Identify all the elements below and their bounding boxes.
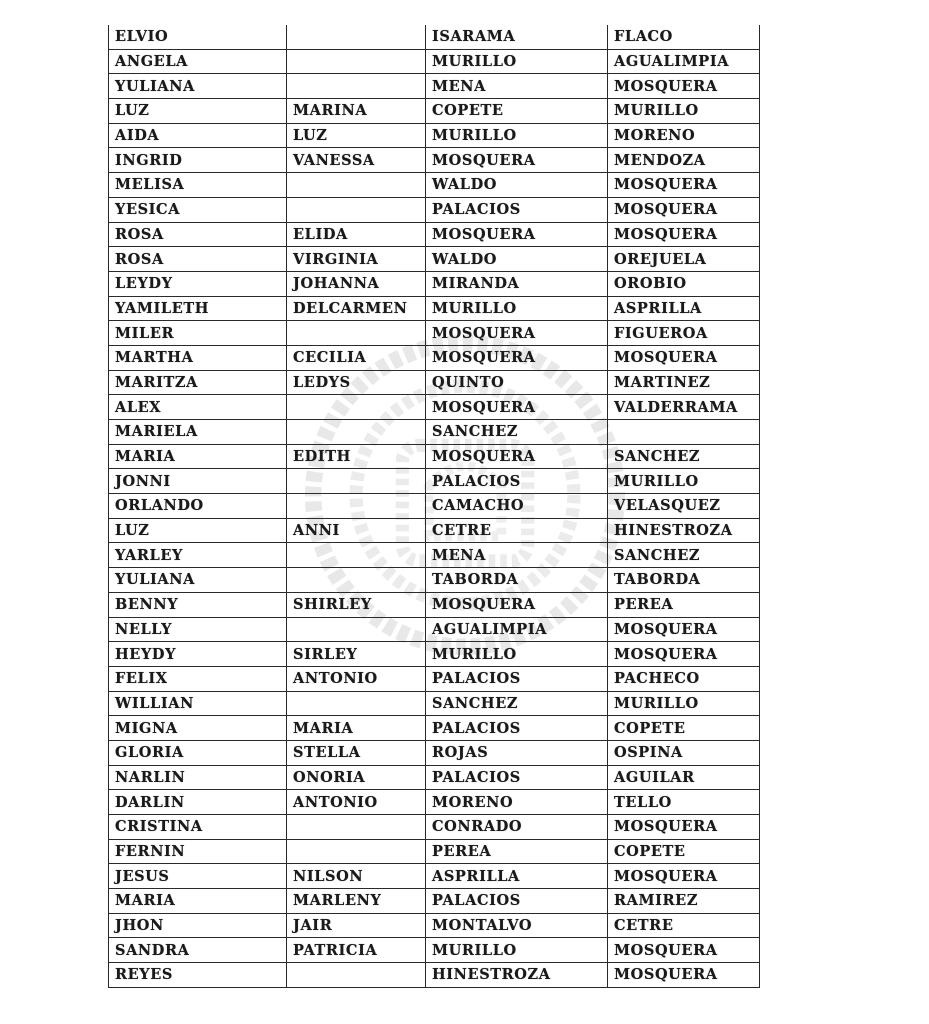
cell-first-surname: QUINTO [426,370,608,395]
cell-first-surname: MURILLO [426,49,608,74]
cell-first-name: YARLEY [109,543,287,568]
table-row [109,296,760,321]
cell-first-surname: MOSQUERA [426,444,608,469]
table-row [109,271,760,296]
cell-second-surname: MOSQUERA [608,963,760,988]
table-row [109,99,760,124]
table-row [109,247,760,272]
cell-first-name: YULIANA [109,74,287,99]
cell-second-surname: MURILLO [608,691,760,716]
cell-first-name: LUZ [109,518,287,543]
cell-second-name: ANTONIO [287,790,426,815]
cell-first-surname: COPETE [426,99,608,124]
cell-first-name: NARLIN [109,765,287,790]
cell-second-surname: MORENO [608,123,760,148]
cell-first-surname: MIRANDA [426,271,608,296]
cell-first-name: DARLIN [109,790,287,815]
cell-second-surname: OROBIO [608,271,760,296]
cell-first-surname: MOSQUERA [426,345,608,370]
cell-first-surname: PEREA [426,839,608,864]
cell-second-name: LEDYS [287,370,426,395]
cell-first-name: BENNY [109,592,287,617]
cell-second-surname: MOSQUERA [608,617,760,642]
names-table-body [109,25,760,987]
cell-second-surname: OREJUELA [608,247,760,272]
cell-second-surname: VALDERRAMA [608,395,760,420]
cell-first-surname: ROJAS [426,740,608,765]
cell-second-name: ELIDA [287,222,426,247]
cell-first-surname: PALACIOS [426,197,608,222]
cell-second-name: MARLENY [287,889,426,914]
cell-second-surname: MURILLO [608,99,760,124]
table-row [109,691,760,716]
cell-second-name: VANESSA [287,148,426,173]
cell-first-name: JHON [109,913,287,938]
cell-first-name: LEYDY [109,271,287,296]
cell-second-surname: AGUALIMPIA [608,49,760,74]
cell-second-name [287,469,426,494]
cell-second-name [287,568,426,593]
cell-second-name: JAIR [287,913,426,938]
cell-second-name: JOHANNA [287,271,426,296]
table-row [109,568,760,593]
cell-first-surname: MOSQUERA [426,592,608,617]
cell-first-name: MELISA [109,173,287,198]
cell-second-name [287,197,426,222]
cell-second-name [287,963,426,988]
cell-first-surname: TABORDA [426,568,608,593]
table-row [109,543,760,568]
cell-first-name: FERNIN [109,839,287,864]
table-row [109,173,760,198]
cell-second-name: SIRLEY [287,642,426,667]
cell-first-surname: SANCHEZ [426,420,608,445]
table-row [109,790,760,815]
cell-first-surname: MOSQUERA [426,222,608,247]
cell-first-name: HEYDY [109,642,287,667]
table-row [109,197,760,222]
cell-second-surname: MARTINEZ [608,370,760,395]
table-row [109,765,760,790]
cell-second-name [287,173,426,198]
cell-first-name: NELLY [109,617,287,642]
cell-first-name: ANGELA [109,49,287,74]
table-row [109,642,760,667]
cell-first-surname: CONRADO [426,815,608,840]
cell-second-name: PATRICIA [287,938,426,963]
cell-second-surname: SANCHEZ [608,543,760,568]
table-row [109,395,760,420]
cell-first-name: MIGNA [109,716,287,741]
cell-second-surname: MOSQUERA [608,345,760,370]
cell-second-name [287,74,426,99]
cell-first-surname: PALACIOS [426,889,608,914]
cell-first-name: MARIA [109,444,287,469]
cell-first-name: ALEX [109,395,287,420]
cell-first-name: ROSA [109,247,287,272]
cell-second-name [287,617,426,642]
cell-first-name: MILER [109,321,287,346]
cell-second-name: VIRGINIA [287,247,426,272]
cell-second-name: EDITH [287,444,426,469]
cell-second-name: ANNI [287,518,426,543]
cell-first-name: YESICA [109,197,287,222]
cell-second-name: ONORIA [287,765,426,790]
cell-first-surname: MENA [426,74,608,99]
cell-first-surname: MURILLO [426,296,608,321]
cell-second-name [287,494,426,519]
cell-first-name: WILLIAN [109,691,287,716]
cell-second-name: CECILIA [287,345,426,370]
table-row [109,494,760,519]
cell-first-surname: CETRE [426,518,608,543]
table-row [109,345,760,370]
table-row [109,321,760,346]
cell-first-surname: MOSQUERA [426,395,608,420]
cell-second-name [287,839,426,864]
cell-second-surname: TABORDA [608,568,760,593]
cell-second-name: MARINA [287,99,426,124]
cell-second-surname: MOSQUERA [608,938,760,963]
cell-first-surname: CAMACHO [426,494,608,519]
cell-second-name [287,395,426,420]
cell-first-name: INGRID [109,148,287,173]
table-row [109,222,760,247]
cell-second-name: DELCARMEN [287,296,426,321]
table-row [109,815,760,840]
cell-first-surname: PALACIOS [426,469,608,494]
cell-second-surname: AGUILAR [608,765,760,790]
table-row [109,617,760,642]
cell-first-name: JESUS [109,864,287,889]
cell-first-surname: PALACIOS [426,666,608,691]
cell-second-surname: MOSQUERA [608,642,760,667]
cell-second-surname: PACHECO [608,666,760,691]
table-row [109,370,760,395]
cell-first-surname: MORENO [426,790,608,815]
table-row [109,123,760,148]
cell-second-surname: CETRE [608,913,760,938]
cell-first-name: REYES [109,963,287,988]
table-row [109,592,760,617]
table-row [109,25,760,49]
cell-first-name: MARTHA [109,345,287,370]
cell-first-surname: MURILLO [426,123,608,148]
cell-first-surname: MOSQUERA [426,148,608,173]
table-row [109,963,760,988]
table-row [109,74,760,99]
cell-second-surname: MOSQUERA [608,74,760,99]
cell-first-name: FELIX [109,666,287,691]
cell-first-surname: PALACIOS [426,716,608,741]
cell-second-surname: MOSQUERA [608,197,760,222]
table-row [109,420,760,445]
cell-second-surname: HINESTROZA [608,518,760,543]
cell-second-surname: TELLO [608,790,760,815]
cell-first-surname: PALACIOS [426,765,608,790]
cell-first-name: YULIANA [109,568,287,593]
cell-first-surname: HINESTROZA [426,963,608,988]
cell-first-name: YAMILETH [109,296,287,321]
cell-second-name [287,815,426,840]
cell-first-name: ROSA [109,222,287,247]
cell-first-name: MARIELA [109,420,287,445]
cell-second-name: STELLA [287,740,426,765]
names-table [108,25,760,988]
table-row [109,913,760,938]
cell-first-surname: MONTALVO [426,913,608,938]
cell-first-surname: AGUALIMPIA [426,617,608,642]
cell-first-name: JONNI [109,469,287,494]
cell-second-surname: MOSQUERA [608,815,760,840]
cell-second-surname: COPETE [608,716,760,741]
cell-second-name: MARIA [287,716,426,741]
cell-second-surname: COPETE [608,839,760,864]
cell-first-surname: WALDO [426,247,608,272]
cell-second-surname: RAMIREZ [608,889,760,914]
cell-second-surname: SANCHEZ [608,444,760,469]
table-row [109,839,760,864]
table-row [109,864,760,889]
cell-first-surname: MURILLO [426,642,608,667]
table-row [109,938,760,963]
table-row [109,444,760,469]
table-row [109,469,760,494]
cell-first-name: MARIA [109,889,287,914]
cell-first-name: LUZ [109,99,287,124]
cell-second-surname: MURILLO [608,469,760,494]
cell-second-surname: FIGUEROA [608,321,760,346]
cell-second-surname: VELASQUEZ [608,494,760,519]
cell-first-name: CRISTINA [109,815,287,840]
cell-second-surname: MOSQUERA [608,173,760,198]
cell-first-name: AIDA [109,123,287,148]
table-row [109,518,760,543]
cell-second-name: ANTONIO [287,666,426,691]
cell-second-surname: MENDOZA [608,148,760,173]
cell-second-surname: FLACO [608,25,760,49]
cell-first-name: SANDRA [109,938,287,963]
cell-first-name: ORLANDO [109,494,287,519]
cell-second-surname: OSPINA [608,740,760,765]
table-row [109,49,760,74]
cell-first-surname: MENA [426,543,608,568]
cell-second-name [287,49,426,74]
cell-second-surname: PEREA [608,592,760,617]
cell-second-name: SHIRLEY [287,592,426,617]
cell-first-name: GLORIA [109,740,287,765]
cell-first-surname: MURILLO [426,938,608,963]
cell-first-name: MARITZA [109,370,287,395]
table-row [109,889,760,914]
table-row [109,148,760,173]
table-row [109,740,760,765]
cell-second-name [287,25,426,49]
cell-first-surname: ASPRILLA [426,864,608,889]
cell-first-surname: ISARAMA [426,25,608,49]
cell-first-surname: WALDO [426,173,608,198]
cell-first-surname: MOSQUERA [426,321,608,346]
cell-second-name [287,543,426,568]
cell-second-name [287,691,426,716]
cell-second-surname [608,420,760,445]
table-row [109,716,760,741]
cell-second-name [287,420,426,445]
cell-second-surname: MOSQUERA [608,222,760,247]
cell-second-surname: ASPRILLA [608,296,760,321]
cell-second-name [287,321,426,346]
cell-first-name: ELVIO [109,25,287,49]
cell-second-name: LUZ [287,123,426,148]
cell-second-surname: MOSQUERA [608,864,760,889]
cell-second-name: NILSON [287,864,426,889]
cell-first-surname: SANCHEZ [426,691,608,716]
table-row [109,666,760,691]
